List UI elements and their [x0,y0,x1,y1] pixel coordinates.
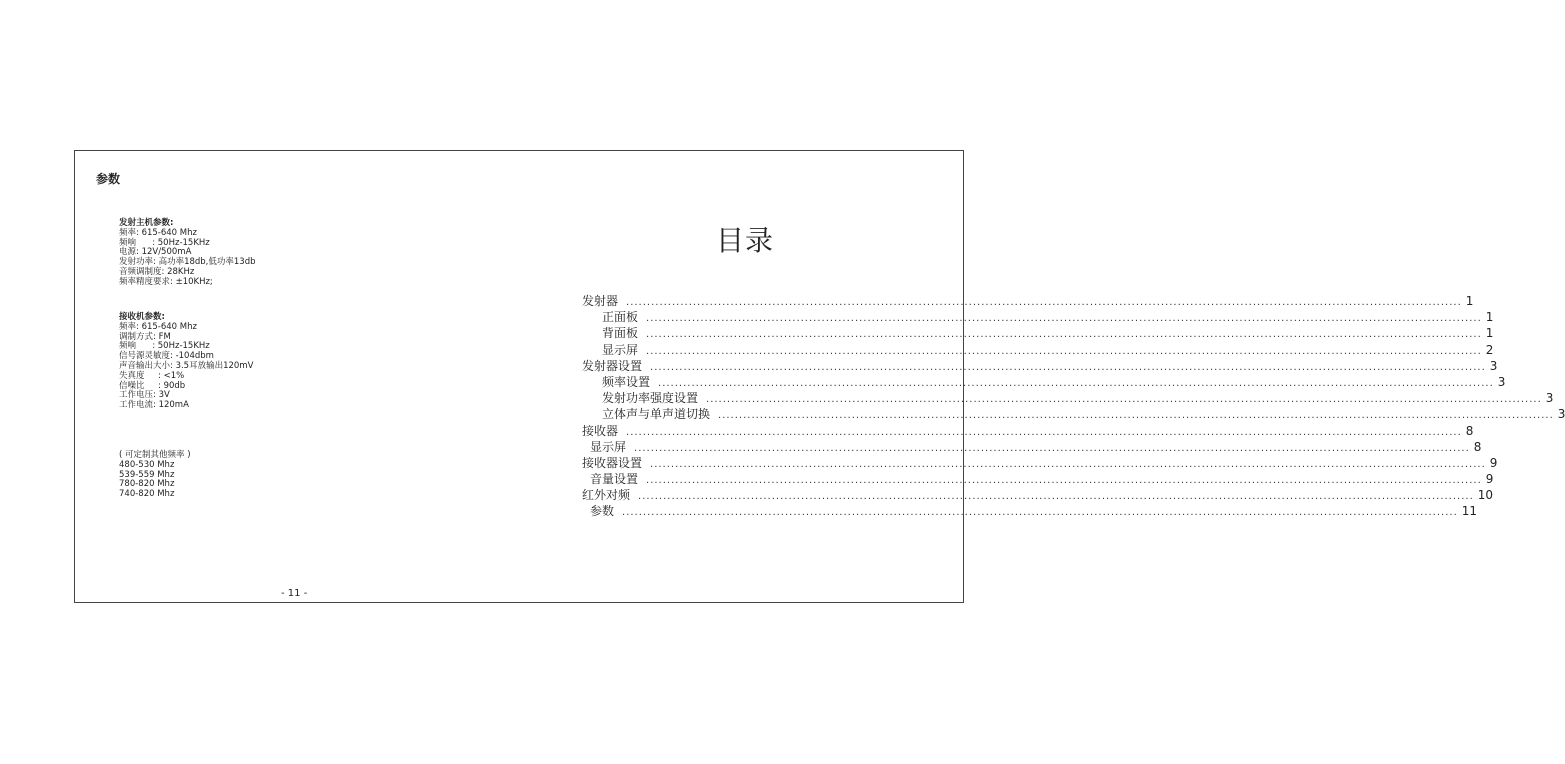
toc-leader-dots: ........................................................................................................................................................................................................ [638,491,1474,503]
param-line: 电源: 12V/500mA [119,247,192,258]
param-line: 信噪比 : 90db [119,380,186,391]
toc-leader-dots: ........................................................................................................................................................................................................ [622,507,1458,519]
toc-item-label: 发射功率强度设置 [602,391,699,406]
toc-item[interactable] [582,487,1494,503]
toc-item[interactable] [582,439,1482,455]
toc-item-page: 1 [1485,310,1494,325]
toc-item-label: 接收器设置 [582,455,643,470]
toc-leader-dots: ........................................................................................................................................................................................................ [650,458,1486,470]
toc-item-page: 8 [1473,439,1482,454]
param-line: 频率精度要求: ±10KHz; [119,276,213,287]
toc-leader-dots: ........................................................................................................................................................................................................ [650,361,1486,373]
param-line: 工作电压: 3V [119,390,170,401]
toc-item-label: 背面板 [602,326,639,341]
param-line: ( 可定制其他频率 ) [119,450,191,460]
toc-item-page: 3 [1489,358,1498,373]
toc-item[interactable] [582,471,1494,487]
param-line: 信号源灵敏度: -104dbm [119,351,214,362]
toc-item[interactable] [582,293,1474,309]
param-line: 频率: 615-640 Mhz [119,227,197,238]
toc-leader-dots: ........................................................................................................................................................................................................ [658,377,1494,389]
toc-item[interactable] [582,423,1474,439]
toc-leader-dots: ........................................................................................................................................................................................................ [646,345,1482,357]
param-line: 780-820 Mhz [119,479,175,490]
toc-leader-dots: ........................................................................................................................................................................................................ [718,410,1554,422]
toc-item-label: 显示屏 [602,342,639,357]
param-line: 频响 : 50Hz-15KHz [119,341,210,352]
transmitter-heading: 发射主机参数: [119,218,174,228]
toc-item-label: 红外对频 [582,488,631,503]
toc-item-label: 音量设置 [590,472,639,487]
toc-leader-dots: ........................................................................................................................................................................................................ [646,313,1482,325]
toc-item-page: 8 [1465,423,1474,438]
toc-item-label: 显示屏 [590,439,627,454]
toc-item-page: 1 [1485,326,1494,341]
toc-item-page: 11 [1461,504,1478,519]
toc-item[interactable] [582,342,1494,358]
toc-leader-dots: ........................................................................................................................................................................................................ [706,394,1542,406]
param-line: 调制方式: FM [119,331,171,342]
custom-frequencies [119,451,191,500]
toc-item[interactable] [582,503,1478,519]
param-line: 工作电流: 120mA [119,400,189,411]
param-line: 频响 : 50Hz-15KHz [119,237,210,248]
param-line: 发射功率: 高功率18db,低功率13db [119,257,256,268]
toc-item-page: 2 [1485,342,1494,357]
receiver-heading: 接收机参数: [119,312,165,322]
toc-item[interactable] [582,325,1494,341]
param-line: 频率: 615-640 Mhz [119,321,197,332]
toc-leader-dots: ........................................................................................................................................................................................................ [634,442,1470,454]
toc-item[interactable] [582,358,1498,374]
toc-item[interactable] [582,309,1494,325]
toc-item-label: 立体声与单声道切换 [602,407,711,422]
toc-item[interactable] [582,390,1554,406]
toc-leader-dots: ........................................................................................................................................................................................................ [646,329,1482,341]
toc-item-label: 频率设置 [602,374,651,389]
toc-item-page: 3 [1497,374,1506,389]
toc-item-label: 参数 [590,504,615,519]
toc-item-label: 发射器 [582,294,619,308]
toc-leader-dots: ........................................................................................................................................................................................................ [646,475,1482,487]
toc-item-page: 9 [1489,455,1498,470]
toc-item[interactable] [582,406,1565,422]
param-line: 音频调制度: 28KHz [119,266,195,277]
toc-leader-dots: ........................................................................................................................................................................................................ [626,426,1462,438]
toc-leader-dots: ........................................................................................................................................................................................................ [626,297,1462,308]
toc-item-page: 1 [1465,294,1474,308]
toc-item[interactable] [582,455,1498,471]
param-line: 740-820 Mhz [119,489,175,500]
toc-item-label: 接收器 [582,423,619,438]
toc-item-page: 9 [1485,472,1494,487]
param-line: 声音输出大小: 3.5耳放输出120mV [119,360,254,371]
toc-item[interactable] [582,374,1506,390]
page-number: - 11 - [281,588,308,599]
toc-item-page: 3 [1557,407,1565,422]
toc-item-page: 3 [1545,391,1554,406]
receiver-params [119,313,253,411]
table-of-contents [582,293,1565,520]
toc-title: 目录 [716,224,775,257]
transmitter-params [119,219,255,288]
param-line: 539-559 Mhz [119,469,175,480]
params-title: 参数 [96,172,121,186]
toc-item-page: 10 [1477,488,1494,503]
toc-item-label: 发射器设置 [582,358,643,373]
param-line: 480-530 Mhz [119,459,175,470]
toc-item-label: 正面板 [602,310,639,325]
param-line: 失真度 : <1% [119,370,185,381]
